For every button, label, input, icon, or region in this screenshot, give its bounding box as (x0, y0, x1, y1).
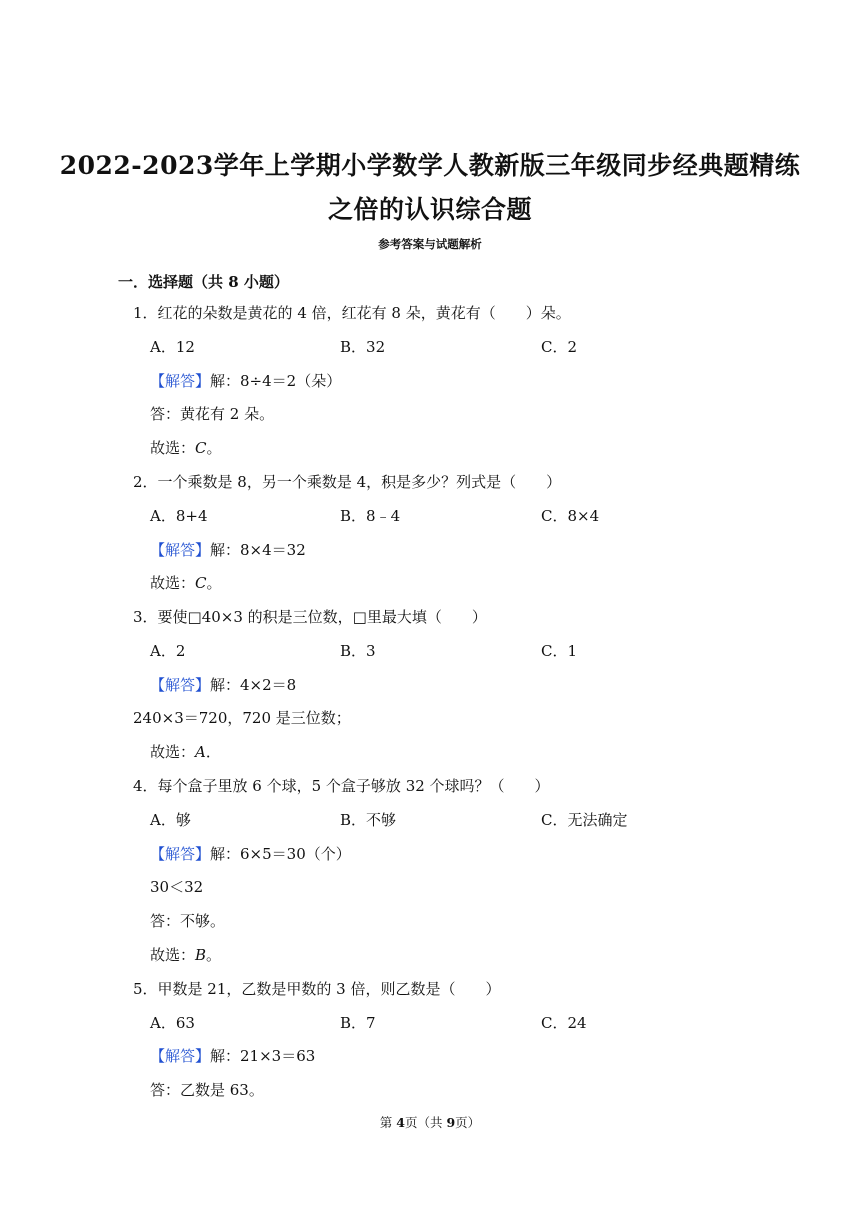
solution-text: 解：21×3＝63 (210, 1047, 316, 1065)
question-1-stem: 1．红花的朵数是黄花的 4 倍，红花有 8 朵，黄花有（ ）朵。 (133, 304, 571, 322)
solution-text: 解：8×4＝32 (210, 541, 306, 559)
footer-total-pages: 9 (446, 1115, 456, 1130)
footer-suffix: 页） (455, 1115, 481, 1130)
question-3-choice (150, 742, 221, 762)
answer-tag: 【解答】 (150, 676, 211, 694)
choice-letter: A (195, 743, 206, 761)
document-title-line1: 2022-2023学年上学期小学数学人教新版三年级同步经典题精练 (59, 151, 801, 180)
question-5-answer-line: 答：乙数是 63。 (150, 1081, 264, 1099)
question-5-stem: 5．甲数是 21，乙数是甲数的 3 倍，则乙数是（ ） (133, 980, 501, 998)
choice-prefix: 故选： (150, 946, 196, 964)
question-5-option-b: B．7 (340, 1014, 376, 1032)
question-2-option-c: C．8×4 (541, 507, 600, 525)
choice-prefix: 故选： (150, 574, 196, 592)
document-title-line2: 之倍的认识综合题 (327, 195, 532, 224)
question-3-work-line: 240×3＝720，720 是三位数； (133, 709, 351, 727)
question-3-stem: 3．要使□40×3 的积是三位数，□里最大填（ ） (133, 608, 487, 626)
document-subtitle: 参考答案与试题解析 (378, 237, 482, 251)
solution-text: 解：8÷4＝2（朵） (210, 372, 342, 390)
answer-tag: 【解答】 (150, 1047, 211, 1065)
footer-middle: 页（共 (404, 1115, 447, 1130)
question-5-option-a: A．63 (150, 1014, 195, 1032)
question-2-option-b: B．8﹣4 (340, 507, 401, 525)
footer-prefix: 第 (379, 1115, 397, 1130)
question-4-compare-line: 30＜32 (150, 878, 204, 896)
choice-suffix: 。 (206, 439, 222, 457)
footer-page-number: 4 (396, 1115, 405, 1130)
question-3-option-c: C．1 (541, 642, 578, 660)
question-4-option-c: C．无法确定 (541, 811, 628, 829)
answer-tag: 【解答】 (150, 541, 211, 559)
question-1-solution (150, 371, 341, 391)
answer-tag: 【解答】 (150, 845, 211, 863)
question-4-stem: 4．每个盒子里放 6 个球，5 个盒子够放 32 个球吗？（ ） (133, 777, 550, 795)
solution-text: 解：4×2＝8 (210, 676, 297, 694)
question-1-answer-line: 答：黄花有 2 朵。 (150, 405, 275, 423)
question-1-option-b: B．32 (340, 338, 386, 356)
question-2-option-a: A．8+4 (150, 507, 208, 525)
question-1-option-a: A．12 (150, 338, 195, 356)
question-1-choice (150, 438, 222, 458)
question-5-solution (150, 1046, 315, 1066)
choice-prefix: 故选： (150, 743, 196, 761)
question-3-option-a: A．2 (150, 642, 186, 660)
choice-letter: C (195, 439, 207, 457)
question-4-answer-line: 答：不够。 (150, 912, 226, 930)
choice-suffix: 。 (206, 946, 222, 964)
question-3-option-b: B．3 (340, 642, 376, 660)
question-2-stem: 2．一个乘数是 8，另一个乘数是 4，积是多少？列式是（ ） (133, 473, 562, 491)
question-4-option-a: A．够 (150, 811, 191, 829)
page-footer (0, 1113, 860, 1131)
question-5-option-c: C．24 (541, 1014, 587, 1032)
choice-suffix: ． (205, 743, 221, 761)
section-heading: 一．选择题（共 8 小题） (118, 273, 289, 291)
choice-letter: C (195, 574, 207, 592)
answer-tag: 【解答】 (150, 372, 211, 390)
solution-text: 解：6×5＝30（个） (210, 845, 351, 863)
question-3-solution (150, 675, 296, 695)
choice-letter: B (195, 946, 207, 964)
choice-prefix: 故选： (150, 439, 196, 457)
question-4-solution (150, 844, 351, 864)
question-2-choice (150, 573, 222, 593)
question-2-solution (150, 540, 306, 560)
question-4-option-b: B．不够 (340, 811, 397, 829)
choice-suffix: 。 (206, 574, 222, 592)
question-1-option-c: C．2 (541, 338, 578, 356)
question-4-choice (150, 945, 221, 965)
